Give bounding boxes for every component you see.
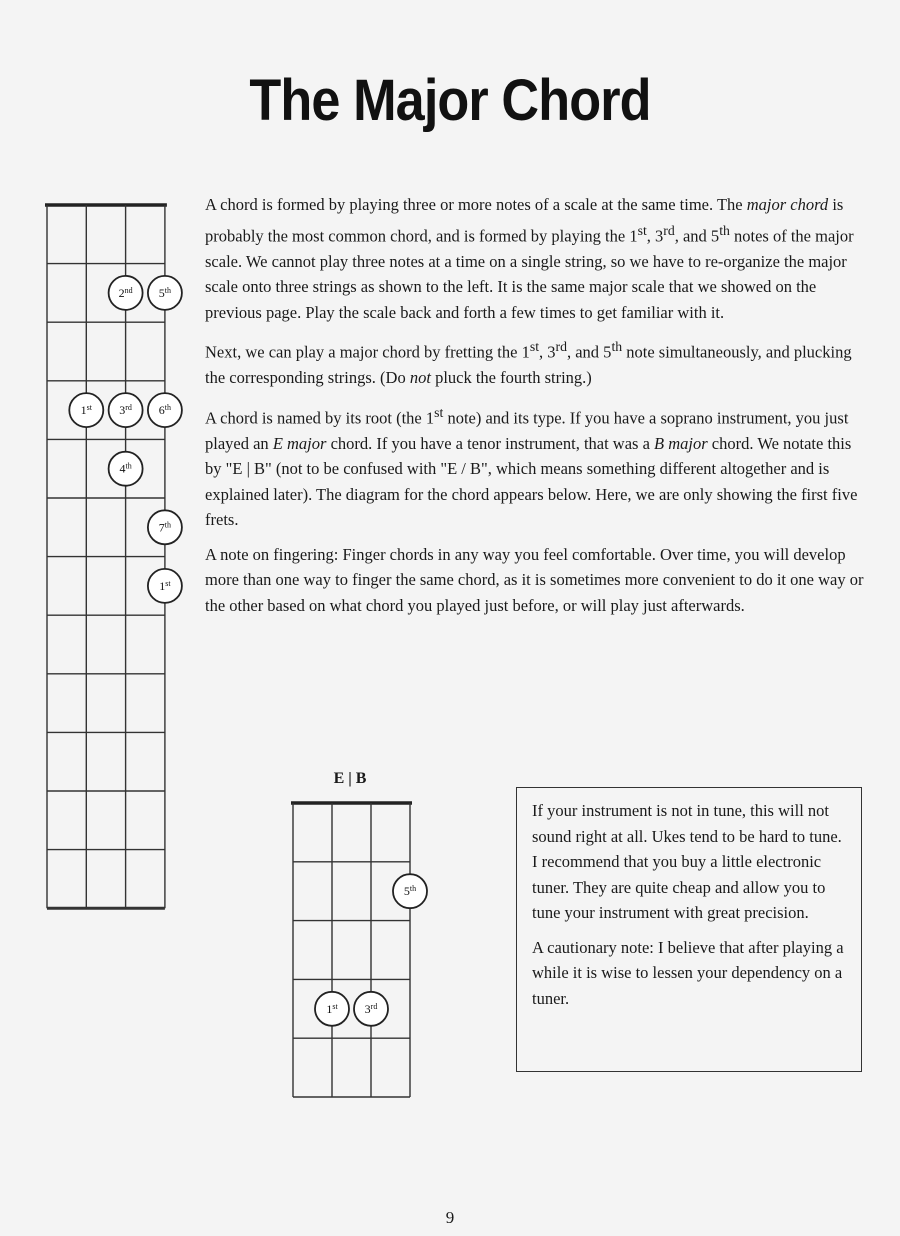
note-box-paragraph-2: A cautionary note: I believe that after playing a while it is wise to lessen your dependency on a tuner. [532,937,844,1008]
chord-name-label: E | B [333,770,367,787]
chord-note-marker [393,874,427,908]
svg-text:1st: 1st [159,578,171,593]
svg-text:3rd: 3rd [119,403,132,418]
fretboard-grid [45,205,167,908]
svg-text:3rd: 3rd [364,1001,378,1016]
svg-text:1st: 1st [326,1001,338,1016]
fretboard-note-marker [109,452,143,486]
svg-text:1st: 1st [80,403,92,418]
page-title: The Major Chord [249,67,651,133]
body-text [205,192,865,627]
paragraph-chord-definition: A chord is formed by playing three or more notes of a scale at the same time. The major chord is probably the most common chord, and is formed by playing the 1st, 3rd, and 5th notes of the major scale. We cannot play three notes at a time on a single string, so we have to re-organize the major scale onto three strings as shown to the left. It is the same major scale that we showed on the previous page. Play the scale back and forth a few times to get familiar with it. [205,195,854,322]
svg-text:4th: 4th [119,461,132,476]
fretboard-note-marker [148,510,182,544]
fretboard-note-marker [109,393,143,427]
svg-text:5th: 5th [403,884,417,899]
chord-note-marker [354,992,388,1026]
fretboard-note-marker [109,276,143,310]
tuning-note-box [516,787,862,1072]
paragraph-chord-naming: A chord is named by its root (the 1st note) and its type. If you have a soprano instrument, you just played an E major chord. If you have a tenor instrument, that was a B major chord. We notate this by "E | B" (not to be confused with "E / B", which means something different altogether and is explained later). The diagram for the chord appears below. Here, we are only showing the first five frets. [205,404,858,529]
fretboard-note-marker [148,393,182,427]
paragraph-play-chord: Next, we can play a major chord by fretting the 1st, 3rd, and 5th note simultaneously, and plucking the corresponding strings. (Do not pluck the fourth string.) [205,339,852,387]
svg-text:5th: 5th [158,285,172,300]
page-number: 9 [445,1208,455,1227]
paragraph-fingering: A note on fingering: Finger chords in any way you feel comfortable. Over time, you will develop more than one way to finger the same chord, as it is sometimes more convenient to do it one way or the other based on what chord you played just before, or will play just afterwards. [205,544,864,615]
fretboard-note-marker [148,569,182,603]
svg-text:2nd: 2nd [118,285,133,300]
svg-text:6th: 6th [158,403,172,418]
fretboard-note-marker [69,393,103,427]
note-box-paragraph-1: If your instrument is not in tune, this will not sound right at all. Ukes tend to be hard to tune. I recommend that you buy a little electronic tuner. They are quite cheap and allow you to tune your instrument with great precision. [532,801,842,922]
fretboard-note-marker [148,276,182,310]
chord-note-marker [315,992,349,1026]
svg-text:7th: 7th [158,520,172,535]
chord-grid [291,803,412,1097]
